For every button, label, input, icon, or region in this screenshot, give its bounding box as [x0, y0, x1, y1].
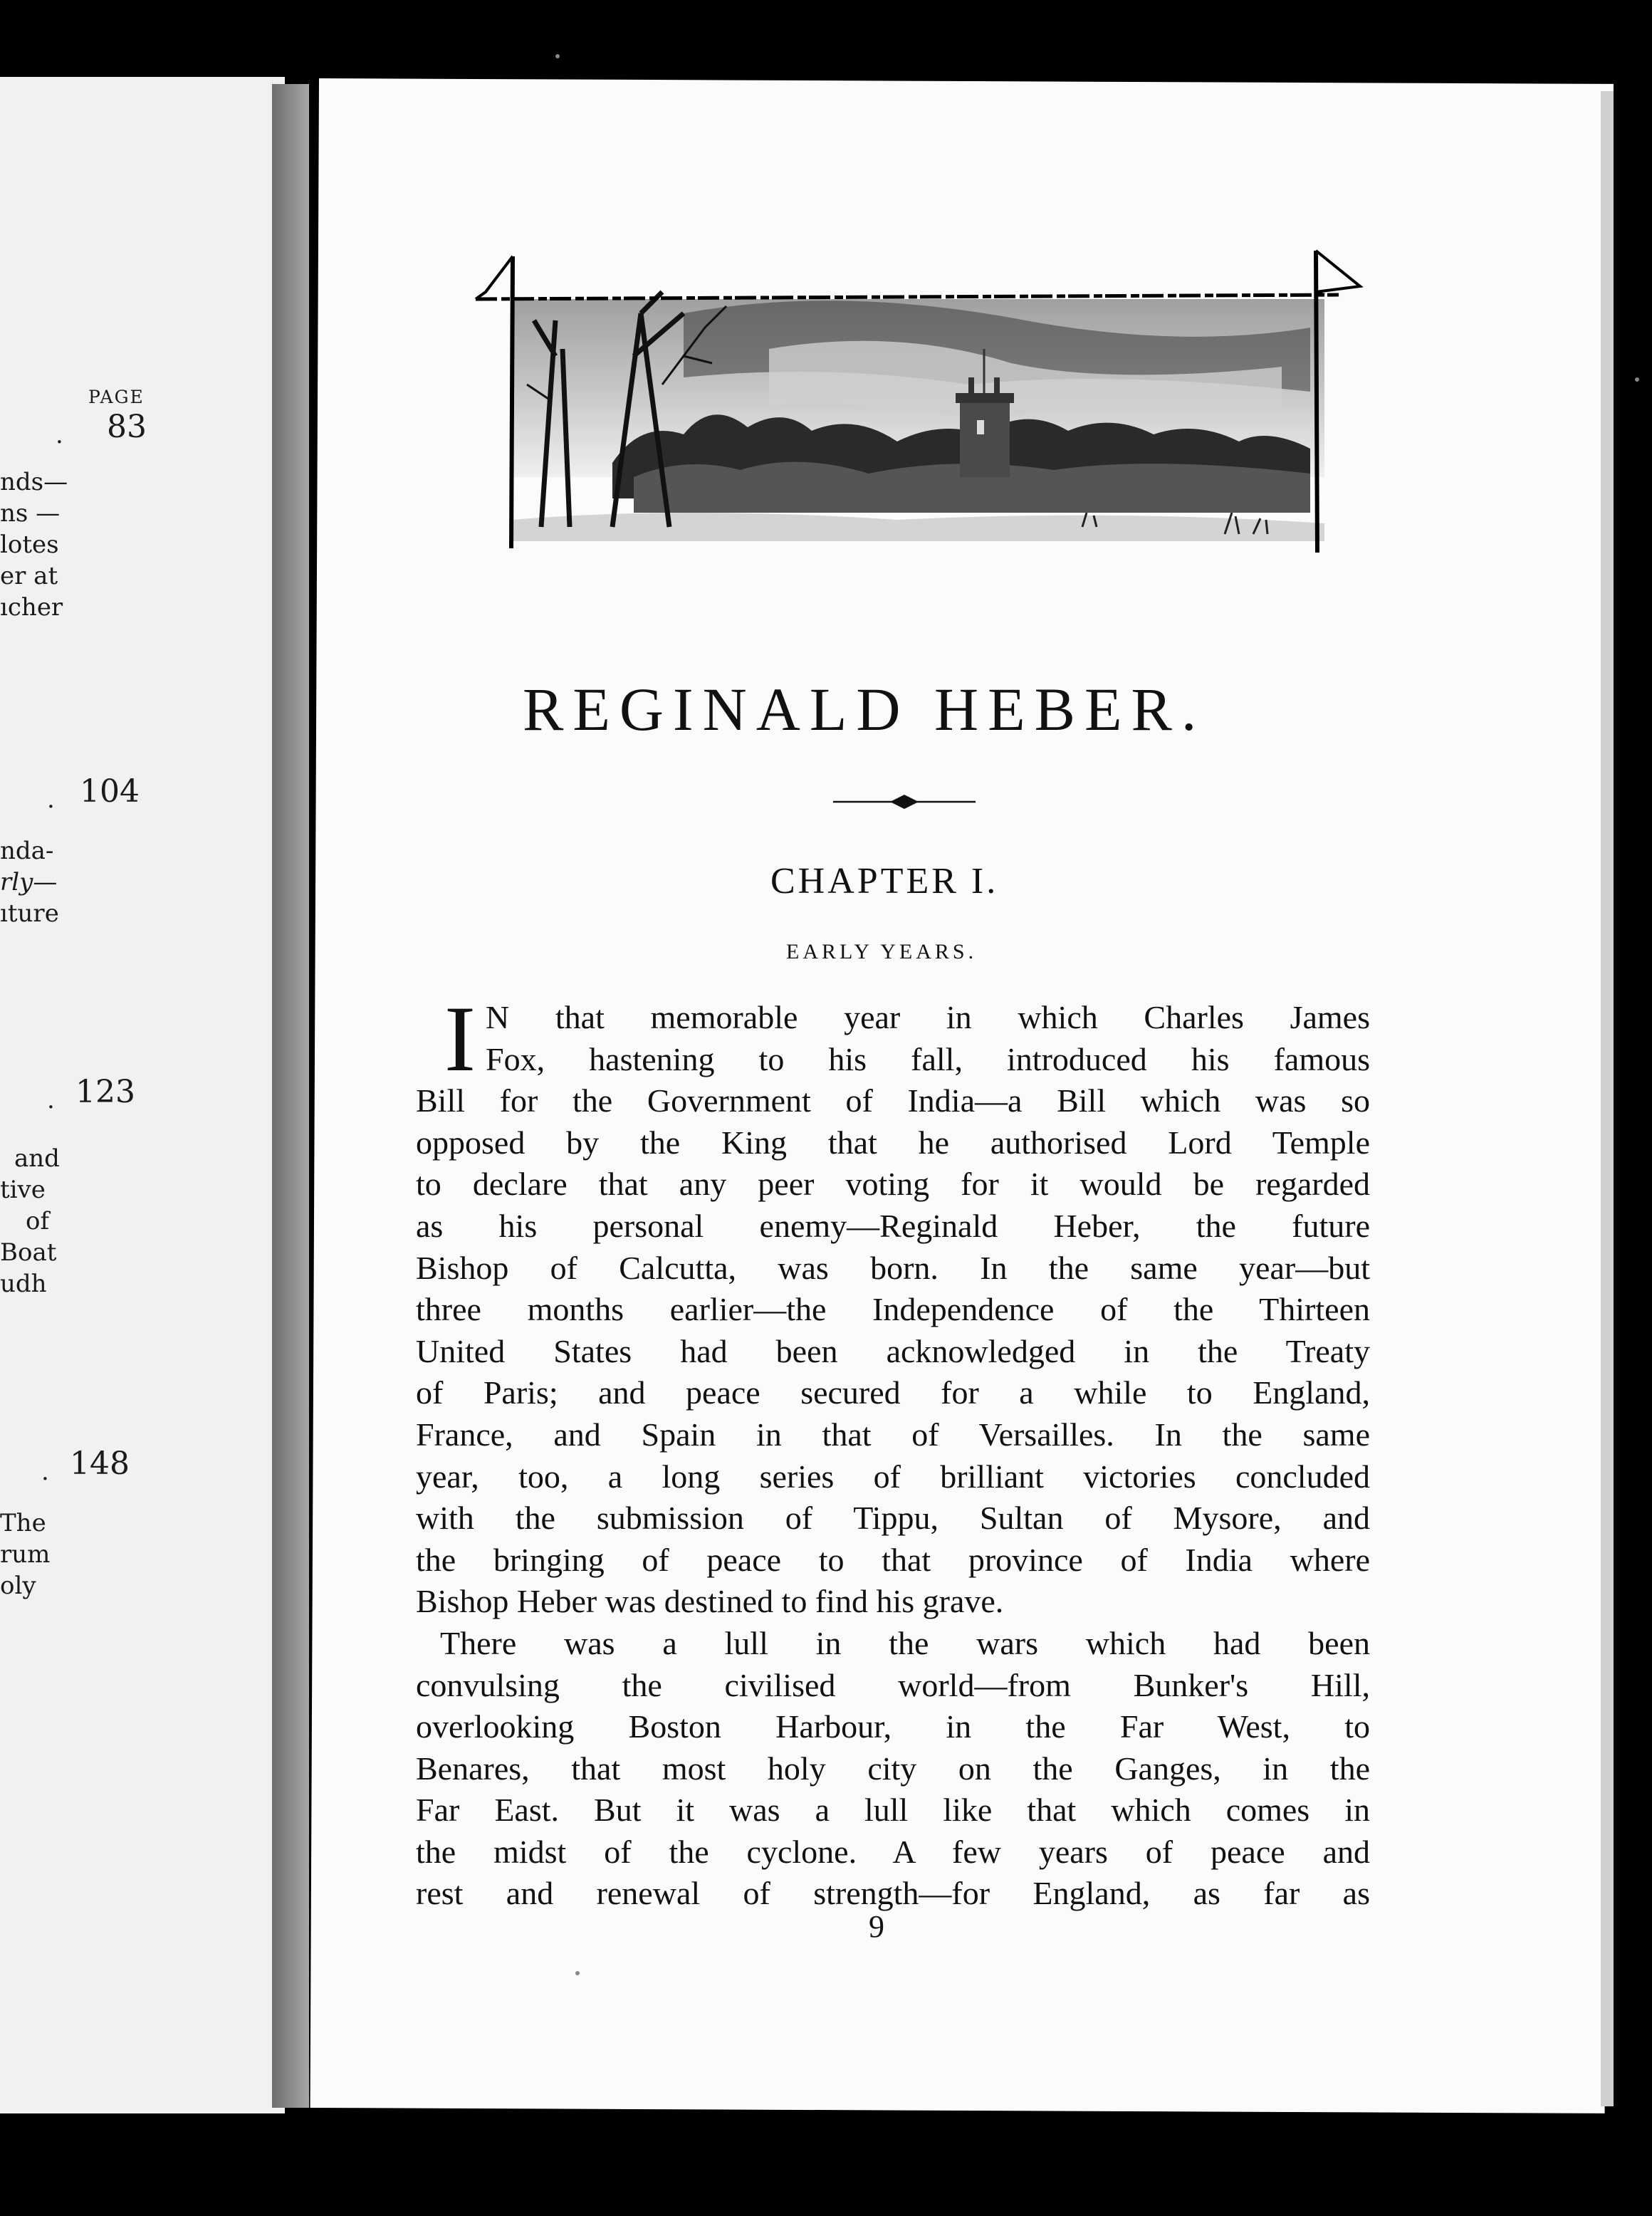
text-line: Benares, that most holy city on the Ganges, in the	[416, 1750, 1370, 1787]
toc-line: oly	[0, 1572, 36, 1600]
text-line: year, too, a long series of brilliant victories concluded	[416, 1458, 1370, 1495]
text-line: with the submission of Tippu, Sultan of Mysore, and	[416, 1500, 1370, 1537]
text-line: the midst of the cyclone. A few years of peace and	[416, 1833, 1370, 1870]
text-line: Far East. But it was a lull like that which comes in	[416, 1792, 1370, 1829]
text-line: Bishop Heber was destined to find his grave.	[416, 1583, 1004, 1620]
toc-line: and	[14, 1144, 60, 1173]
toc-line: nda-	[0, 837, 54, 865]
facing-page: PAGE . 83 nds— ns — lotes er at ıcher . 104 nda- rly— ıture . 123 and tive of Boat udh . 148 The rum oly	[0, 77, 285, 2113]
book-title: REGINALD HEBER.	[523, 675, 1206, 743]
toc-line: Boat	[0, 1238, 57, 1267]
toc-line: rly—	[0, 868, 58, 897]
page-edge	[1601, 91, 1614, 2106]
chapter-body	[416, 986, 1370, 1915]
text-line: three months earlier—the Independence of the Thirteen	[416, 1291, 1370, 1328]
toc-line: ıture	[0, 899, 59, 928]
chapter-heading: CHAPTER I.	[770, 861, 999, 901]
headpiece-illustration	[470, 242, 1367, 555]
toc-line: tive	[0, 1176, 46, 1204]
toc-page-number: 104	[80, 773, 140, 810]
text-line: rest and renewal of strength—for England, as far as	[416, 1875, 1370, 1912]
toc-line: ıcher	[0, 593, 63, 622]
text-line: of Paris; and peace secured for a while to England,	[416, 1374, 1370, 1411]
dust-speck	[1635, 377, 1639, 382]
text-line: United States had been acknowledged in the Treaty	[416, 1332, 1370, 1369]
toc-page-number: 83	[107, 409, 147, 445]
text-line: as his personal enemy—Reginald Heber, the future	[416, 1207, 1370, 1244]
text-line: Bill for the Government of India—a Bill which was so	[416, 1082, 1370, 1119]
divider-ornament	[833, 789, 976, 815]
page-column-label: PAGE	[88, 387, 145, 407]
toc-page-number: 148	[70, 1446, 130, 1482]
text-line: the bringing of peace to that province of India where	[416, 1541, 1370, 1578]
text-line: opposed by the King that he authorised Lord Temple	[416, 1124, 1370, 1161]
toc-line: The	[0, 1509, 46, 1537]
text-line: overlooking Boston Harbour, in the Far West, to	[416, 1708, 1370, 1745]
text-line: Fox, hastening to his fall, introduced his famous	[486, 1040, 1370, 1077]
toc-page-number: 123	[75, 1074, 135, 1110]
toc-line: lotes	[0, 531, 59, 559]
toc-line: ns —	[0, 499, 61, 528]
dust-speck	[575, 1971, 580, 1975]
text-line: to declare that any peer voting for it would be regarded	[416, 1166, 1370, 1203]
chapter-subheading: EARLY YEARS.	[786, 940, 978, 963]
text-line: There was a lull in the wars which had been	[440, 1624, 1370, 1661]
page-number: 9	[869, 1909, 884, 1944]
toc-line: er at	[0, 562, 58, 590]
text-line: Bishop of Calcutta, was born. In the same year—but	[416, 1249, 1370, 1286]
drop-cap: I	[444, 986, 476, 1091]
text-line: France, and Spain in that of Versailles. In the same	[416, 1416, 1370, 1453]
book-gutter	[272, 84, 309, 2108]
toc-line: nds—	[0, 468, 68, 496]
dust-speck	[555, 54, 560, 58]
toc-line: udh	[0, 1270, 47, 1298]
toc-line: rum	[0, 1540, 51, 1569]
toc-line: of	[26, 1207, 50, 1235]
text-line: convulsing the civilised world—from Bunker's Hill,	[416, 1666, 1370, 1703]
text-line: N that memorable year in which Charles James	[486, 999, 1370, 1035]
